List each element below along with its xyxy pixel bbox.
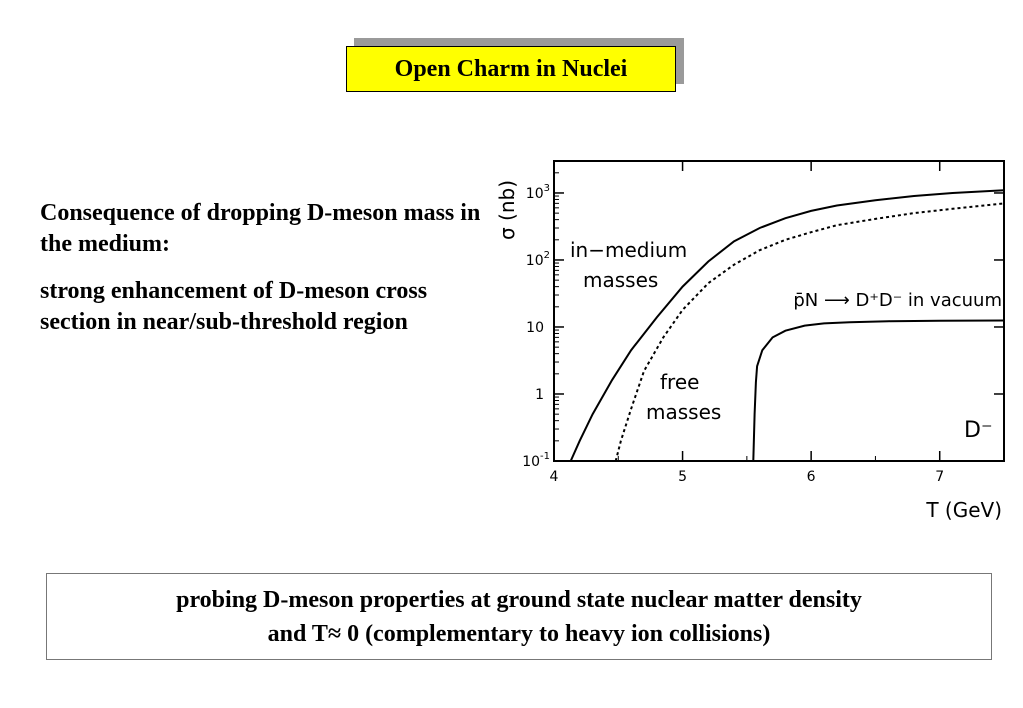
- free-label-line2: masses: [646, 400, 722, 424]
- y-tick-label-0: $10^{-1}$: [522, 451, 550, 470]
- conclusion-box: [46, 573, 992, 660]
- conclusion-line-1: probing D-meson properties at ground state nuclear matter density: [176, 586, 862, 613]
- y-tick-label-4: $10^3$: [525, 182, 550, 202]
- consequence-text: Consequence of dropping D-meson mass in the medium:: [40, 200, 481, 257]
- y-tick-label-2: 10: [526, 319, 544, 336]
- x-tick-label-2: 6: [806, 469, 816, 485]
- slide-title: Open Charm in Nuclei: [346, 46, 676, 92]
- x-axis-label: T (GeV): [926, 498, 1002, 522]
- enhancement-text: strong enhancement of D-meson cross section in near/sub-threshold region: [40, 278, 428, 335]
- x-tick-label-1: 5: [678, 469, 688, 485]
- y-tick-label-1: 1: [535, 386, 544, 403]
- in-medium-curve: [571, 190, 1004, 461]
- free-label-line1: free: [660, 370, 700, 394]
- y-axis-label: σ (nb): [495, 179, 519, 241]
- x-tick-label-0: 4: [549, 469, 559, 485]
- x-tick-label-3: 7: [935, 469, 945, 485]
- d-minus-label: D⁻: [964, 418, 993, 443]
- conclusion-line-2: and T≈ 0 (complementary to heavy ion collisions): [267, 620, 771, 647]
- vacuum-reaction-label: p̄N ⟶ D⁺D⁻ in vacuum: [793, 290, 1002, 311]
- in-medium-label-line1: in−medium: [570, 238, 688, 262]
- x-ticks: [550, 161, 945, 485]
- in-medium-label-line2: masses: [583, 268, 659, 292]
- y-tick-label-3: $10^2$: [525, 249, 550, 269]
- curves: [571, 190, 1004, 461]
- cross-section-chart: [480, 150, 1020, 530]
- plot-frame: [554, 161, 1004, 461]
- left-text-block: [40, 198, 490, 354]
